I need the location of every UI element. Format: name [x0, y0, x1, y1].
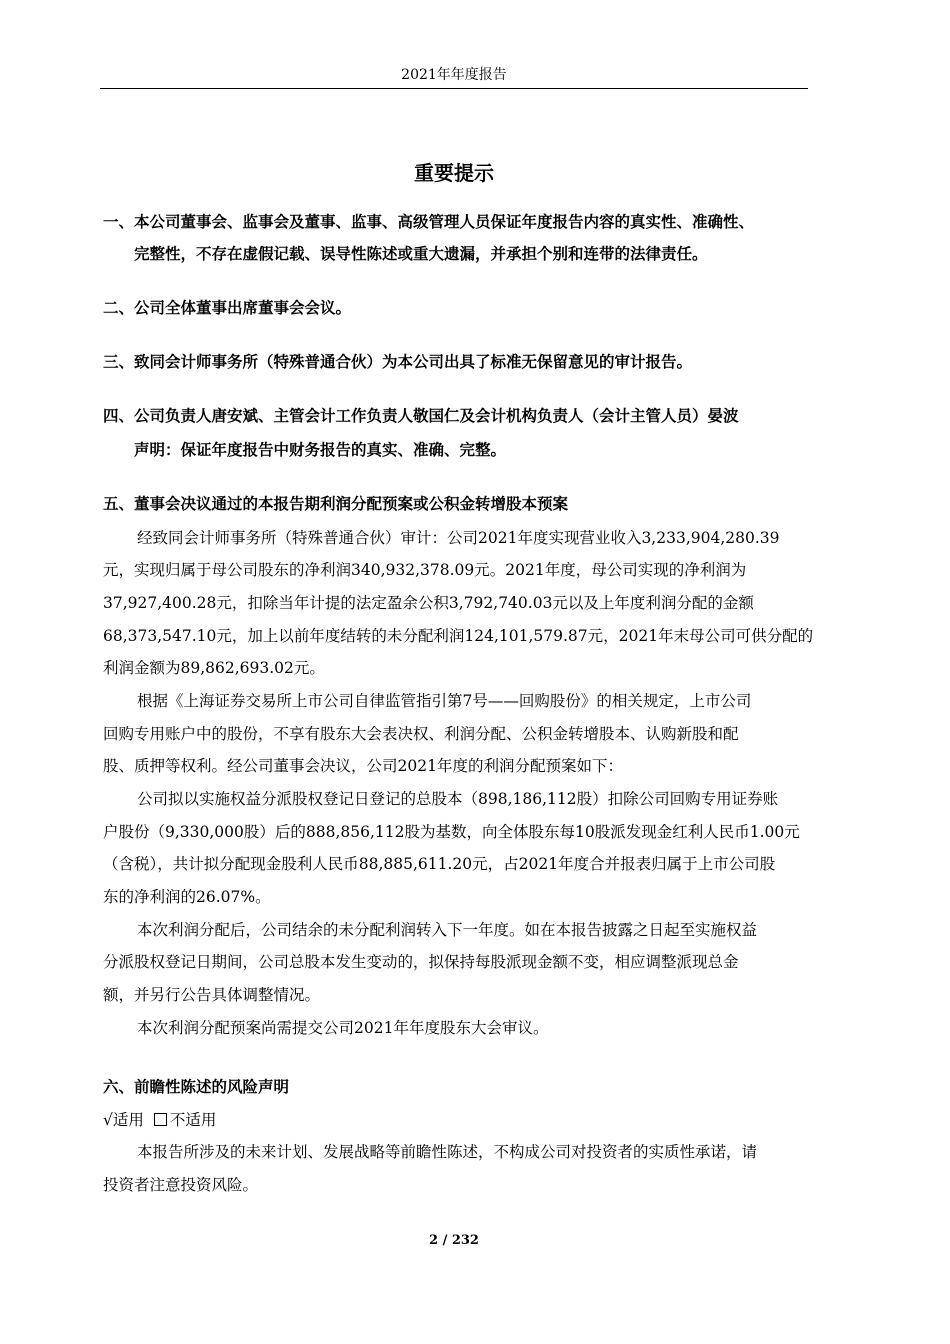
s5-p3-l2: 户股份（9,330,000股）后的888,856,112股为基数，向全体股东每10股派发现金红利人民币1.00元: [103, 823, 800, 841]
section-six-heading: 六、前瞻性陈述的风险声明: [103, 1078, 290, 1096]
s5-p4-l1: 本次利润分配后，公司结余的未分配利润转入下一年度。如在本报告披露之日起至实施权益: [137, 921, 758, 939]
checked-mark-icon: √: [103, 1111, 113, 1129]
s5-p2-l1: 根据《上海证券交易所上市公司自律监管指引第7号——回购股份》的相关规定，上市公司: [137, 692, 752, 710]
item-one-line1: 一、本公司董事会、监事会及董事、监事、高级管理人员保证年度报告内容的真实性、准确性、: [103, 213, 755, 231]
s5-p3-l3: （含税），共计拟分配现金股利人民币88,885,611.20元，占2021年度合并报表归属于上市公司股: [103, 855, 776, 873]
s5-p1-l4: 68,373,547.10元，加上以前年度结转的未分配利润124,101,579.87元，2021年末母公司可供分配的: [103, 627, 814, 645]
applicable-label: 适用: [112, 1111, 144, 1129]
s5-p1-l5: 利润金额为89,862,693.02元。: [103, 659, 325, 677]
s5-p1-l3: 37,927,400.28元，扣除当年计提的法定盈余公积3,792,740.03元以及上年度利润分配的金额: [103, 594, 754, 612]
s5-p1-l1: 经致同会计师事务所（特殊普通合伙）审计：公司2021年度实现营业收入3,233,904,280.39: [137, 529, 780, 547]
header-divider: [100, 88, 808, 89]
s5-p1-l2: 元，实现归属于母公司股东的净利润340,932,378.09元。2021年度，母公司实现的净利润为: [103, 561, 747, 579]
item-one-line2: 完整性，不存在虚假记载、误导性陈述或重大遗漏，并承担个别和连带的法律责任。: [134, 245, 708, 263]
s5-p5-l1: 本次利润分配预案尚需提交公司2021年年度股东大会审议。: [137, 1019, 549, 1037]
s5-p2-l2: 回购专用账户中的股份，不享有股东大会表决权、利润分配、公积金转增股本、认购新股和配: [103, 725, 739, 743]
section-five-heading: 五、董事会决议通过的本报告期利润分配预案或公积金转增股本预案: [103, 495, 569, 513]
s5-p3-l4: 东的净利润的26.07%。: [103, 888, 271, 906]
unchecked-box-icon: [154, 1113, 167, 1126]
applicability-options: [103, 1110, 216, 1130]
s6-p1-l1: 本报告所涉及的未来计划、发展战略等前瞻性陈述，不构成公司对投资者的实质性承诺，请: [137, 1143, 758, 1161]
s5-p2-l3: 股、质押等权利。经公司董事会决议，公司2021年度的利润分配预案如下：: [103, 757, 623, 775]
page-number: 2 / 232: [429, 1233, 479, 1248]
item-three: 三、致同会计师事务所（特殊普通合伙）为本公司出具了标准无保留意见的审计报告。: [103, 353, 693, 371]
s6-p1-l2: 投资者注意投资风险。: [103, 1176, 259, 1194]
item-four-line1: 四、公司负责人唐安斌、主管会计工作负责人敬国仁及会计机构负责人（会计主管人员）晏波: [103, 407, 739, 425]
item-four-line2: 声明：保证年度报告中财务报告的真实、准确、完整。: [134, 441, 507, 459]
s5-p4-l2: 分派股权登记日期间，公司总股本发生变动的，拟保持每股派现金额不变，相应调整派现总金: [103, 953, 739, 971]
s5-p3-l1: 公司拟以实施权益分派股权登记日登记的总股本（898,186,112股）扣除公司回购专用证券账: [137, 790, 779, 808]
report-header: 2021年年度报告: [401, 67, 507, 83]
item-two: 二、公司全体董事出席董事会会议。: [103, 299, 352, 317]
page-title: 重要提示: [414, 161, 494, 185]
s5-p4-l3: 额，并另行公告具体调整情况。: [103, 986, 321, 1004]
not-applicable-label: 不适用: [169, 1111, 217, 1129]
